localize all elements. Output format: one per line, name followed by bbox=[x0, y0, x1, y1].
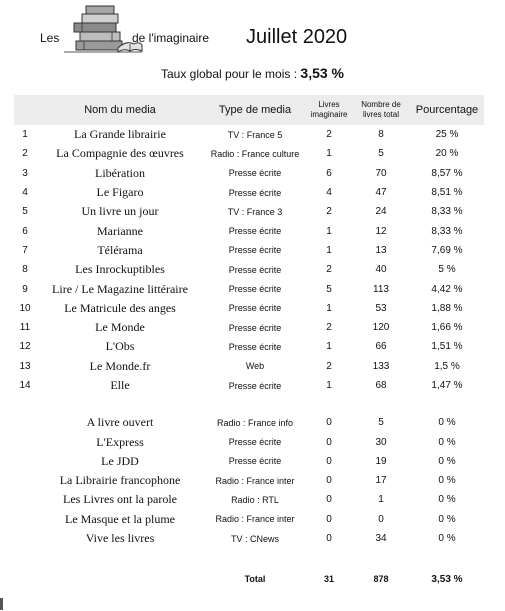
media-type-cell: Presse écrite bbox=[228, 284, 282, 295]
col-name-header: Nom du media bbox=[36, 95, 204, 125]
books-count-cell: 2 bbox=[326, 129, 332, 141]
media-type-cell: Radio : France inter bbox=[215, 514, 295, 525]
media-name-cell: Marianne bbox=[97, 223, 143, 238]
total-spacer-cell bbox=[14, 566, 36, 592]
media-type-cell: Web bbox=[245, 361, 265, 372]
total-row bbox=[14, 566, 484, 592]
brand-suffix: de l'imaginaire bbox=[132, 31, 209, 45]
media-type-cell: Radio : France culture bbox=[210, 148, 300, 159]
total-count-cell: 113 bbox=[373, 283, 389, 295]
media-type-cell: Presse écrite bbox=[228, 264, 282, 275]
total-count-cell: 19 bbox=[375, 455, 387, 467]
percentage-cell: 8,57 % bbox=[431, 167, 463, 179]
rank-cell: 10 bbox=[19, 302, 31, 314]
table-row bbox=[14, 357, 484, 376]
table-row bbox=[14, 260, 484, 279]
media-name-cell: La Librairie francophone bbox=[59, 473, 181, 488]
total-count-cell: 47 bbox=[375, 187, 387, 199]
total-count-cell: 17 bbox=[375, 475, 387, 487]
page-header bbox=[0, 0, 505, 81]
media-type-cell: Radio : France info bbox=[216, 417, 294, 428]
rank-cell bbox=[14, 490, 36, 509]
total-label: Total bbox=[244, 574, 266, 585]
table-row bbox=[14, 183, 484, 202]
media-type-cell: Presse écrite bbox=[228, 380, 282, 391]
total-count-cell: 12 bbox=[375, 225, 387, 237]
books-count-cell: 0 bbox=[326, 494, 332, 506]
media-type-cell: Presse écrite bbox=[228, 341, 282, 352]
table-row bbox=[14, 318, 484, 337]
media-type-cell: Presse écrite bbox=[228, 187, 282, 198]
media-name-cell: Le JDD bbox=[101, 453, 139, 468]
books-count-cell: 0 bbox=[326, 513, 332, 525]
percentage-cell: 0 % bbox=[438, 436, 456, 448]
total-count: 878 bbox=[373, 574, 389, 585]
table-row bbox=[14, 413, 484, 432]
table-row bbox=[14, 279, 484, 298]
total-count-cell: 5 bbox=[378, 148, 384, 160]
media-name-cell: A livre ouvert bbox=[86, 415, 154, 430]
media-type-cell: Presse écrite bbox=[228, 322, 282, 333]
rank-cell: 12 bbox=[19, 341, 31, 353]
total-spacer-cell bbox=[36, 566, 204, 592]
col-rank-header bbox=[14, 95, 36, 125]
percentage-cell: 0 % bbox=[438, 475, 456, 487]
spacer-cell bbox=[14, 548, 484, 566]
table-row bbox=[14, 529, 484, 548]
total-count-cell: 1 bbox=[378, 494, 384, 506]
books-count-cell: 5 bbox=[326, 283, 332, 295]
table-row bbox=[14, 376, 484, 395]
media-name-cell: Télérama bbox=[97, 242, 143, 257]
total-percentage: 3,53 % bbox=[431, 573, 463, 585]
table-row bbox=[14, 299, 484, 318]
table-row bbox=[14, 337, 484, 356]
total-count-cell: 34 bbox=[375, 533, 387, 545]
percentage-cell: 1,5 % bbox=[434, 360, 460, 372]
percentage-cell: 7,69 % bbox=[431, 244, 463, 256]
table-row bbox=[14, 471, 484, 490]
media-type-cell: TV : CNews bbox=[230, 533, 279, 544]
total-count-cell: 0 bbox=[378, 513, 384, 525]
percentage-cell: 0 % bbox=[438, 533, 456, 545]
media-name-cell: Le Monde.fr bbox=[89, 358, 151, 373]
books-count-cell: 2 bbox=[326, 360, 332, 372]
books-count-cell: 0 bbox=[326, 455, 332, 467]
media-type-cell: Presse écrite bbox=[228, 303, 282, 314]
books-count-cell: 0 bbox=[326, 475, 332, 487]
col-type-header: Type de media bbox=[204, 95, 306, 125]
rank-cell bbox=[14, 471, 36, 490]
rank-cell bbox=[14, 529, 36, 548]
rank-cell: 7 bbox=[22, 244, 28, 256]
books-count-cell: 1 bbox=[326, 244, 332, 256]
percentage-cell: 1,51 % bbox=[431, 341, 463, 353]
media-name-cell: Les Livres ont la parole bbox=[63, 492, 177, 507]
rank-cell bbox=[14, 413, 36, 432]
spacer-cell bbox=[14, 395, 484, 413]
books-count-cell: 4 bbox=[326, 187, 332, 199]
media-name-cell: Le Matricule des anges bbox=[64, 300, 176, 315]
books-count-cell: 2 bbox=[326, 264, 332, 276]
media-type-cell: Presse écrite bbox=[228, 168, 282, 179]
table-row bbox=[14, 452, 484, 471]
total-count-cell: 13 bbox=[375, 244, 387, 256]
rank-cell: 5 bbox=[22, 206, 28, 218]
table-row bbox=[14, 241, 484, 260]
books-count-cell: 0 bbox=[326, 533, 332, 545]
rank-cell: 9 bbox=[22, 283, 28, 295]
percentage-cell: 20 % bbox=[435, 148, 459, 160]
books-count-cell: 0 bbox=[326, 436, 332, 448]
media-name-cell: Elle bbox=[110, 378, 130, 392]
col-percent-header: Pourcentage bbox=[410, 95, 484, 125]
media-name-cell: Vive les livres bbox=[85, 531, 155, 546]
edge-mark bbox=[0, 598, 3, 610]
books-count-cell: 1 bbox=[326, 302, 332, 314]
rank-cell: 1 bbox=[22, 129, 28, 141]
media-type-cell: Radio : RTL bbox=[231, 494, 279, 505]
table-header-row bbox=[14, 95, 484, 125]
percentage-cell: 0 % bbox=[438, 455, 456, 467]
percentage-cell: 0 % bbox=[438, 417, 456, 429]
media-type-cell: Presse écrite bbox=[228, 226, 282, 237]
media-type-cell: Presse écrite bbox=[228, 245, 282, 256]
page-title: Juillet 2020 bbox=[246, 26, 348, 48]
media-name-cell: Un livre un jour bbox=[81, 204, 159, 219]
book-stack-icon bbox=[62, 3, 144, 55]
media-table bbox=[14, 95, 484, 592]
total-count-cell: 70 bbox=[375, 167, 387, 179]
media-name-cell: Le Monde bbox=[95, 320, 145, 335]
total-count-cell: 40 bbox=[375, 264, 387, 276]
table-row bbox=[14, 490, 484, 509]
table-row bbox=[14, 432, 484, 451]
media-type-cell: TV : France 3 bbox=[227, 206, 283, 217]
rank-cell: 11 bbox=[19, 322, 31, 334]
media-name-cell: L'Obs bbox=[105, 339, 135, 354]
media-name-cell: Les Inrockuptibles bbox=[75, 262, 165, 277]
percentage-cell: 8,33 % bbox=[431, 206, 463, 218]
percentage-cell: 4,42 % bbox=[431, 283, 463, 295]
table-row bbox=[14, 125, 484, 144]
total-count-cell: 53 bbox=[375, 302, 387, 314]
col-books-header: Livres imaginaire bbox=[306, 95, 352, 125]
total-books: 31 bbox=[323, 574, 334, 585]
books-count-cell: 1 bbox=[326, 380, 332, 391]
global-rate bbox=[0, 65, 505, 81]
media-name-cell: La Compagnie des œuvres bbox=[56, 146, 184, 161]
rank-cell: 13 bbox=[19, 360, 31, 372]
total-count-cell: 120 bbox=[372, 322, 390, 334]
col-total-header: Nombre de livres total bbox=[352, 95, 410, 125]
books-count-cell: 6 bbox=[326, 167, 332, 179]
total-count-cell: 24 bbox=[375, 206, 387, 218]
media-type-cell: Radio : France inter bbox=[215, 475, 295, 486]
books-count-cell: 0 bbox=[326, 417, 332, 429]
media-type-cell: TV : France 5 bbox=[227, 129, 283, 140]
media-name-cell: Lire / Le Magazine littéraire bbox=[52, 281, 188, 296]
table-row bbox=[14, 221, 484, 240]
percentage-cell: 0 % bbox=[438, 513, 456, 525]
rank-cell: 6 bbox=[22, 225, 28, 237]
percentage-cell: 0 % bbox=[438, 494, 456, 506]
global-rate-value: 3,53 % bbox=[300, 65, 344, 81]
rank-cell bbox=[14, 510, 36, 529]
total-count-cell: 133 bbox=[372, 360, 390, 372]
rank-cell bbox=[14, 452, 36, 471]
total-count-cell: 5 bbox=[378, 417, 384, 429]
rank-cell: 14 bbox=[19, 380, 31, 391]
books-count-cell: 1 bbox=[326, 225, 332, 237]
media-name-cell: L'Express bbox=[96, 434, 144, 449]
books-count-cell: 2 bbox=[326, 206, 332, 218]
percentage-cell: 1,47 % bbox=[431, 380, 463, 391]
total-count-cell: 30 bbox=[375, 436, 387, 448]
books-count-cell: 2 bbox=[326, 322, 332, 334]
rank-cell: 4 bbox=[22, 187, 28, 199]
table-row bbox=[14, 202, 484, 221]
total-count-cell: 8 bbox=[378, 129, 384, 141]
media-type-cell: Presse écrite bbox=[228, 437, 282, 448]
media-name-cell: Le Figaro bbox=[96, 185, 144, 200]
media-name-cell: Le Masque et la plume bbox=[65, 511, 175, 526]
spacer-row bbox=[14, 548, 484, 566]
total-count-cell: 66 bbox=[375, 341, 387, 353]
global-rate-label: Taux global pour le mois : bbox=[160, 67, 298, 81]
percentage-cell: 5 % bbox=[438, 264, 456, 276]
percentage-cell: 1,88 % bbox=[431, 302, 463, 314]
media-type-cell: Presse écrite bbox=[228, 456, 282, 467]
percentage-cell: 1,66 % bbox=[431, 322, 463, 334]
rank-cell bbox=[14, 432, 36, 451]
spacer-row bbox=[14, 395, 484, 413]
books-count-cell: 1 bbox=[326, 148, 332, 160]
table-body bbox=[14, 125, 484, 592]
table-row bbox=[14, 144, 484, 163]
brand-prefix: Les bbox=[40, 31, 60, 45]
rank-cell: 3 bbox=[22, 167, 28, 179]
percentage-cell: 8,33 % bbox=[431, 225, 463, 237]
books-count-cell: 1 bbox=[326, 341, 332, 353]
rank-cell: 8 bbox=[22, 264, 28, 276]
percentage-cell: 25 % bbox=[435, 129, 459, 141]
table-row bbox=[14, 510, 484, 529]
total-count-cell: 68 bbox=[375, 380, 387, 391]
media-name-cell: Libération bbox=[95, 165, 145, 180]
media-name-cell: La Grande librairie bbox=[74, 127, 166, 142]
rank-cell: 2 bbox=[22, 148, 28, 160]
percentage-cell: 8,51 % bbox=[431, 187, 463, 199]
table-row bbox=[14, 164, 484, 183]
